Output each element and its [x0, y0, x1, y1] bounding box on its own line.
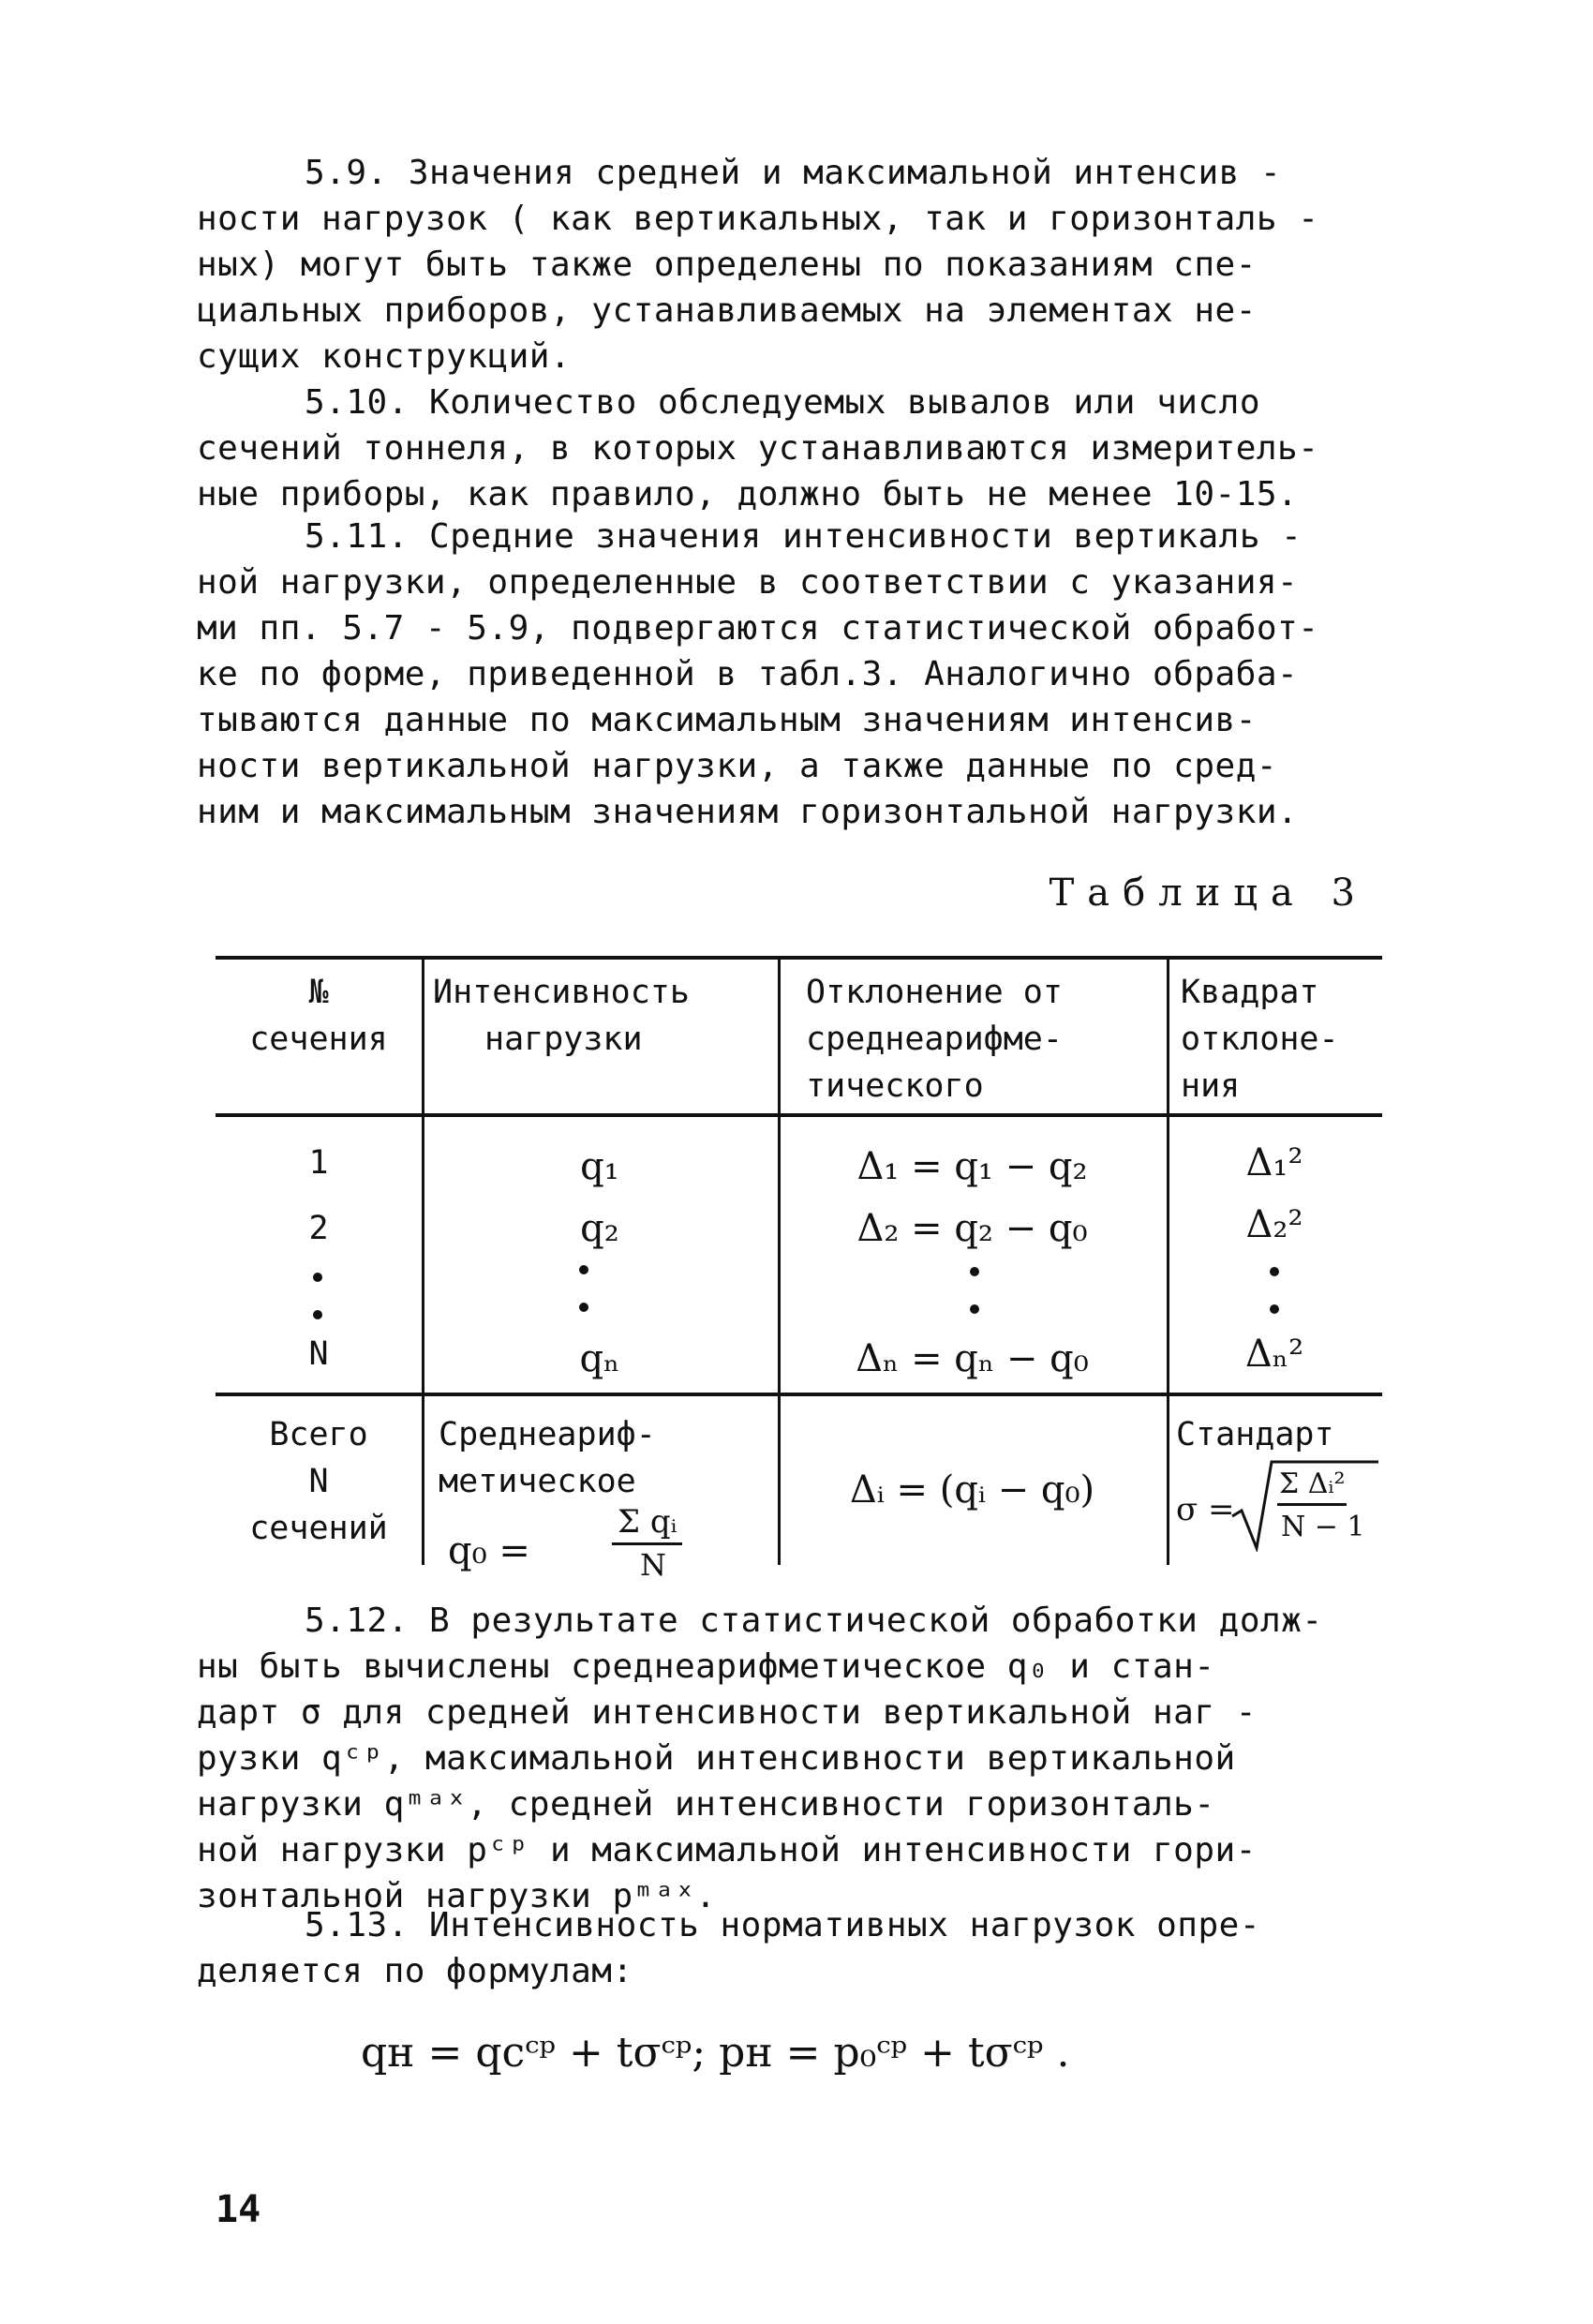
total-label [216, 1411, 422, 1552]
row-intensity: qₙ [579, 1337, 620, 1380]
mean-cell [439, 1411, 776, 1584]
text-line: деляется по формулам: [197, 1952, 633, 1990]
header-deviation [806, 969, 1162, 1110]
table-col-divider [1167, 956, 1169, 1565]
text-line: 5.12. В результате статистической обработки долж- [305, 1601, 1323, 1640]
statistics-table [216, 956, 1382, 1583]
normative-load-formula: qн = qcᶜᵖ + tσᶜᵖ; pн = p₀ᶜᵖ + tσᶜᵖ . [361, 2029, 1070, 2077]
text-line: сущих конструкций. [197, 337, 572, 376]
table-top-rule [216, 956, 1382, 960]
text-line: 5.9. Значения средней и максимальной интенсив - [305, 154, 1282, 192]
text-line: циальных приборов, устанавливаемых на элементах не- [197, 291, 1257, 330]
row-intensity: q₁ [580, 1145, 619, 1188]
table-header-rule [216, 1113, 1382, 1117]
header-text: отклоне- [1181, 1020, 1339, 1058]
header-intensity [433, 969, 770, 1063]
table-caption: Таблица 3 [1049, 872, 1368, 915]
mean-formula-numerator: Σ qᵢ [612, 1501, 682, 1545]
mean-label: Среднеариф- [439, 1416, 656, 1453]
ellipsis-dot [970, 1267, 979, 1276]
total-text: N [308, 1463, 329, 1500]
header-section-number [216, 969, 422, 1063]
text-line: ных) могут быть также определены по показаниям спе- [197, 246, 1257, 284]
text-line: тываются данные по максимальным значениям интенсив- [197, 701, 1257, 739]
paragraph-5-9 [197, 150, 1406, 380]
row-number: N [308, 1335, 329, 1373]
mean-label: метическое [439, 1463, 636, 1500]
ellipsis-dot [313, 1273, 322, 1282]
table-total-rule [216, 1393, 1382, 1396]
total-deviation: Δᵢ = (qᵢ − q₀) [849, 1468, 1095, 1512]
text-line: 5.11. Средние значения интенсивности вертикаль - [305, 517, 1303, 556]
ellipsis-dot [1270, 1267, 1279, 1276]
text-line: сечений тоннеля, в которых устанавливаются измеритель- [197, 429, 1319, 468]
text-line: ми пп. 5.7 - 5.9, подвергаются статистической обработ- [197, 609, 1319, 648]
text-line: 5.13. Интенсивность нормативных нагрузок опре- [305, 1906, 1260, 1944]
text-line: 5.10. Количество обследуемых вывалов или число [305, 383, 1260, 422]
table-col-divider [422, 956, 424, 1565]
std-formula [1176, 1458, 1382, 1561]
header-text: Интенсивность [433, 974, 690, 1011]
text-line: ности нагрузок ( как вертикальных, так и горизонталь - [197, 200, 1319, 238]
text-line: ной нагрузки, определенные в соответствии с указания- [197, 563, 1299, 602]
paragraph-5-13 [197, 1902, 1406, 1994]
ellipsis-dot [579, 1265, 588, 1274]
paragraph-5-11 [197, 514, 1406, 835]
row-number: 2 [308, 1210, 329, 1247]
text-line: ним и максимальным значениям горизонтальной нагрузки. [197, 793, 1299, 831]
header-text: ния [1181, 1067, 1241, 1105]
row-deviation: Δ₁ = q₁ − q₂ [856, 1145, 1088, 1188]
std-formula-denominator: N − 1 [1281, 1511, 1365, 1543]
page-number: 14 [216, 2188, 261, 2231]
mean-formula [439, 1503, 776, 1584]
total-text: Всего [269, 1416, 368, 1453]
paragraph-5-10 [197, 380, 1406, 517]
text-line: зонтальной нагрузки pᵐᵃˣ. [197, 1877, 717, 1915]
text-line: нагрузки qᵐᵃˣ, средней интенсивности горизонталь- [197, 1785, 1215, 1824]
std-label: Стандарт [1176, 1416, 1334, 1453]
mean-formula-denominator: N [640, 1547, 666, 1583]
ellipsis-dot [1270, 1304, 1279, 1314]
row-square: Δₙ² [1244, 1333, 1304, 1376]
mean-formula-left: q₀ = [448, 1529, 530, 1572]
header-text: Квадрат [1181, 974, 1319, 1011]
header-text: сечения [249, 1020, 388, 1058]
text-line: ности вертикальной нагрузки, а также данные по сред- [197, 747, 1278, 785]
row-intensity: q₂ [580, 1207, 619, 1250]
ellipsis-dot [313, 1310, 322, 1319]
std-cell [1176, 1411, 1382, 1561]
row-deviation: Δₙ = qₙ − q₀ [856, 1337, 1089, 1380]
text-line: ке по форме, приведенной в табл.3. Аналогично обраба- [197, 655, 1299, 693]
row-square: Δ₁² [1245, 1141, 1303, 1184]
paragraph-5-12 [197, 1598, 1406, 1919]
text-line: ные приборы, как правило, должно быть не менее 10-15. [197, 475, 1299, 514]
std-formula-numerator: Σ Δᵢ² [1277, 1466, 1347, 1506]
ellipsis-dot [970, 1304, 979, 1314]
header-text: среднеарифме- [806, 1020, 1063, 1058]
header-text: нагрузки [484, 1020, 643, 1058]
text-line: ны быть вычислены среднеарифметическое q₀ и стан- [197, 1647, 1215, 1686]
row-deviation: Δ₂ = q₂ − q₀ [856, 1207, 1088, 1250]
header-text: тического [806, 1067, 984, 1105]
header-text: Отклонение от [806, 974, 1063, 1011]
text-line: ной нагрузки pᶜᵖ и максимальной интенсивности гори- [197, 1831, 1257, 1870]
row-square: Δ₂² [1245, 1203, 1303, 1246]
std-formula-left: σ = [1176, 1491, 1235, 1528]
header-square-deviation [1181, 969, 1382, 1110]
text-line: дарт σ для средней интенсивности вертикальной наг - [197, 1693, 1257, 1732]
text-line: рузки qᶜᵖ, максимальной интенсивности вертикальной [197, 1739, 1236, 1778]
row-number: 1 [308, 1144, 329, 1182]
ellipsis-dot [579, 1303, 588, 1312]
total-text: сечений [249, 1510, 388, 1547]
header-text: № [308, 974, 329, 1011]
